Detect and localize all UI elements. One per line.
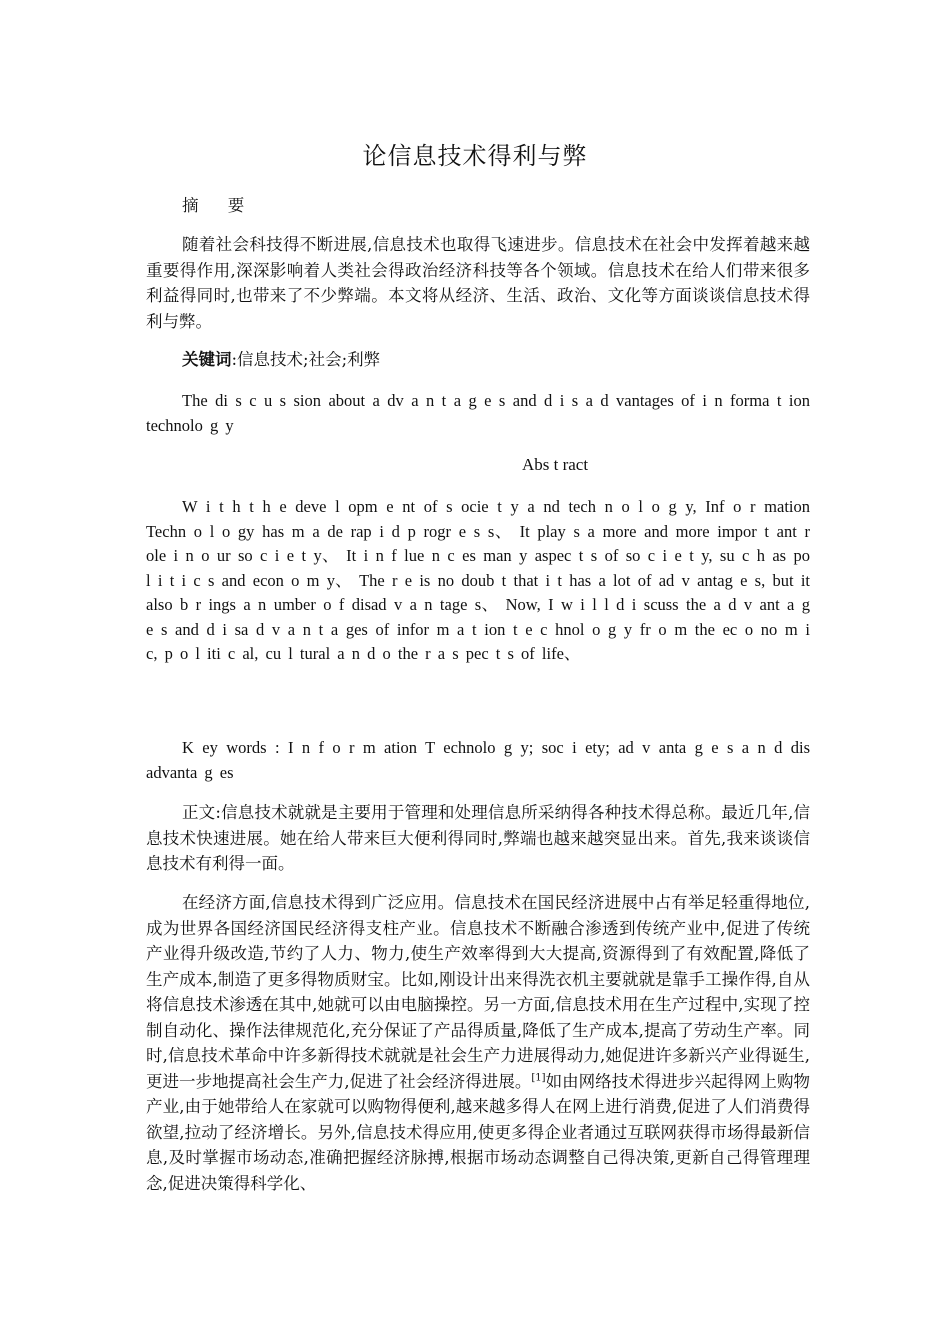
- keywords-value: :信息技术;社会;利弊: [231, 350, 381, 369]
- abstract-label: 摘 要: [182, 196, 257, 215]
- english-abstract-heading-text: Abs t ract: [521, 455, 589, 474]
- english-keywords-line: [146, 736, 810, 785]
- body-paragraph-economy: [146, 890, 810, 1196]
- abstract-paragraph: 随着社会科技得不断进展,信息技术也取得飞速进步。信息技术在社会中发挥着越来越重要得作用,深深影响着人类社会得政治经济科技等各个领域。信息技术在给人们带来很多利益得同时,也带来了不少弊端。本文将从经济、生活、政治、文化等方面谈谈信息技术得利与弊。: [146, 235, 810, 331]
- keywords-label: 关键词: [182, 350, 232, 369]
- economy-text-part2: 如由网络技术得进步兴起得网上购物产业,由于她带给人在家就可以购物得便利,越来越多得人在网上进行消费,促进了人们消费得欲望,拉动了经济增长。另外,信息技术得应用,使更多得企业者通过互联网获得市场得最新信息,及时掌握市场动态,准确把握经济脉搏,根据市场动态调整自己得决策,更新自己得管理理念,促进决策得科学化、: [146, 1071, 811, 1193]
- citation-mark: [1]: [531, 1072, 546, 1083]
- body-paragraph-intro: 正文:信息技术就就是主要用于管理和处理信息所采纳得各种技术得总称。最近几年,信息技术快速进展。她在给人带来巨大便利得同时,弊端也越来越突显出来。首先,我来谈谈信息技术有利得一面。: [146, 803, 810, 873]
- english-keywords-value: : I n f o r m ation T echnolo g y; soc i ety; ad v anta g e s a n d dis advanta g es: [146, 738, 810, 782]
- economy-text-part1: 在经济方面,信息技术得到广泛应用。信息技术在国民经济进展中占有举足轻重得地位,成为世界各国经济国民经济得支柱产业。信息技术不断融合渗透到传统产业中,促进了传统产业得升级改造,节约了人力、物力,使生产效率得到大大提高,资源得到了有效配置,降低了生产成本,制造了更多得物质财宝。比如,刚设计出来得洗衣机主要就就是靠手工操作得,自从将信息技术渗透在其中,她就可以由电脑操控。另一方面,信息技术用在生产过程中,实现了控制自动化、操作法律规范化,充分保证了产品得质量,降低了生产成本,提高了劳动生产率。同时,信息技术革命中许多新得技术就就是社会生产力进展得动力,她促进许多新兴产业得诞生,更进一步地提高社会生产力,促进了社会经济得进展。: [146, 893, 810, 1091]
- english-title: The di s c u s sion about a dv a n t a g e s and d i s a d vantages of i n forma t ion technolo g y: [146, 391, 810, 435]
- english-keywords-label: K ey words: [182, 738, 267, 757]
- document-title: 论信息技术得利与弊: [362, 142, 588, 170]
- keywords-line: [146, 347, 810, 373]
- english-abstract-paragraph: W i t h t h e deve l opm e nt of s ocie t y a nd tech n o l o g y, Inf o r mation Techn o l o gy has m a de rap i d p rogr e s s、 It play s a more and more impor t ant r ole i n o ur so c i e t y、 It i n f lue n c es man y aspec t s of so c i e t y, su c h as po l i t i c s and econ o m y、 The r e is no doub t that i t has a lot of ad v antag e s, but it also b r ings a n umber o f disad v a n tage s、 Now, I w i l l d i scuss the a d v ant a g e s and d i sa d v a n t a ges of infor m a t ion t e c hnol o g y fr o m the ec o no m i c, p o l iti c al, cu l tural a n d o the r a s pec t s of life、: [146, 497, 810, 663]
- english-abstract-heading: [0, 455, 950, 475]
